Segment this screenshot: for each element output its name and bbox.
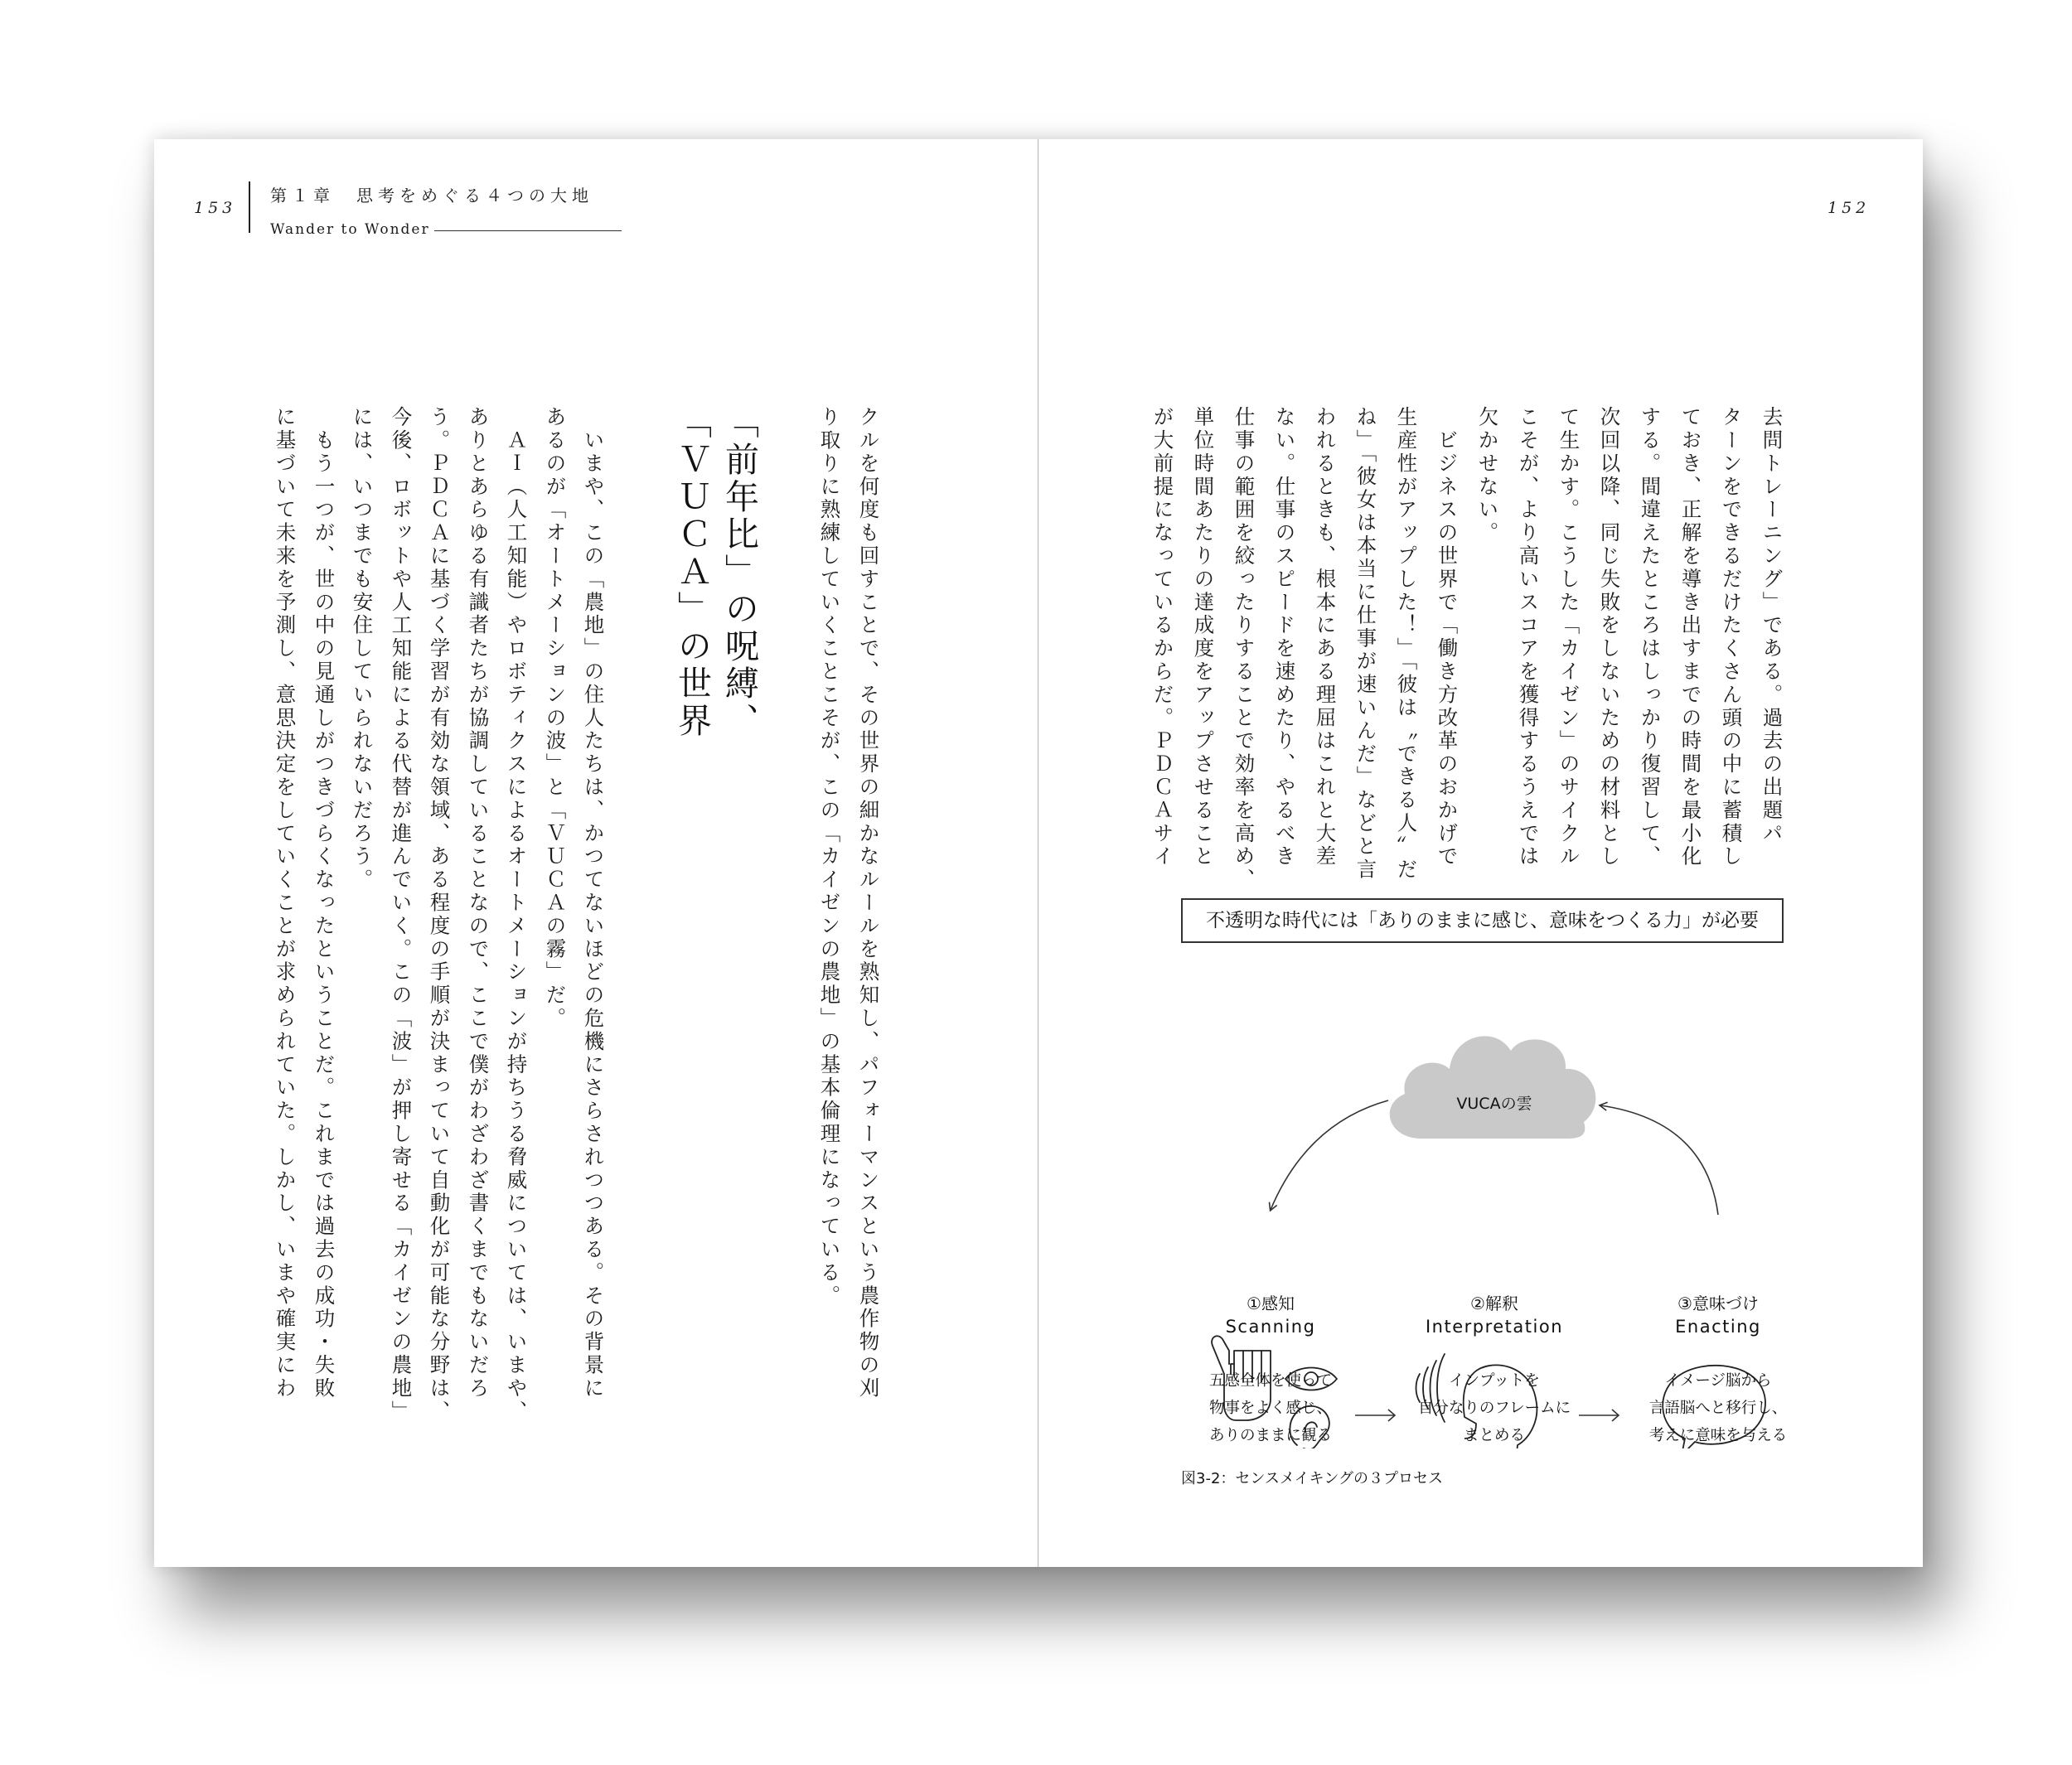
arrow-cloud-to-scanning: [1271, 1100, 1388, 1210]
step-english-scanning: Scanning: [1225, 1317, 1316, 1337]
book-spread: [154, 139, 1923, 1567]
subtitle-rule: [434, 230, 622, 231]
text-column: に基づいて未来を予測し、意思決定をしていくことが求められていた。しかし、いまや確実にわ: [273, 406, 298, 1400]
text-column: ない。仕事のスピードを速めたり、やるべき: [1272, 406, 1297, 868]
text-column: 仕事の範囲を絞ったりすることで効率を高め、: [1232, 406, 1256, 892]
step-english-interpretation: Interpretation: [1425, 1317, 1564, 1337]
step-description-line: 考えに意味を与える: [1648, 1427, 1788, 1444]
text-column: ありとあらゆる有識者たちが協調していることなので、ここで僕がわざわざ書くまでもないだろ: [466, 406, 491, 1400]
text-column: 今後、ロボットや人工知能による代替が進んでいく。この「波」が押し寄せる「カイゼンの農地」: [389, 406, 414, 1424]
figure-title: 不透明な時代には「ありのままに感じ、意味をつくる力」が必要: [1181, 898, 1784, 943]
step-label-scanning: ①感知: [1247, 1294, 1295, 1313]
left-page: [154, 139, 1038, 1567]
header-divider: [249, 181, 250, 233]
figure-caption: 図3-2：センスメイキングの３プロセス: [1181, 1470, 1443, 1487]
step-description-line: ありのままに観る: [1208, 1427, 1332, 1444]
text-column: 次回以降、同じ失敗をしないための材料とし: [1597, 406, 1622, 868]
step-label-interpretation: ②解釈: [1470, 1294, 1518, 1313]
step-description-line: インプットを: [1449, 1372, 1540, 1390]
section-heading: 「前年比」の呪縛、: [719, 404, 759, 740]
step-english-enacting: Enacting: [1675, 1317, 1761, 1337]
text-column: 去問トレーニング」である。過去の出題パ: [1760, 406, 1784, 846]
text-column: ておき、正解を導き出すまでの時間を最小化: [1678, 406, 1703, 868]
chapter-title: 第１章 思考をめぐる４つの大地: [270, 186, 593, 206]
text-column: ね」「彼女は本当に仕事が速いんだ」などと言: [1353, 406, 1378, 882]
text-column: いまや、この「農地」の住人たちは、かつてないほどの危機にさらされつつある。その背景に: [581, 406, 606, 1400]
text-column: クルを何度も回すことで、その世界の細かなルールを熟知し、パフォーマンスという農作物の刈: [856, 406, 881, 1400]
text-column: う。ＰＤＣＡに基づく学習が有効な領域、ある程度の手順が決まっていて自動化が可能な分野は、: [427, 406, 452, 1424]
text-column: われるときも、根本にある理屈はこれと大差: [1313, 406, 1338, 868]
step-description-line: 五感全体を使って: [1208, 1372, 1332, 1390]
text-column: て生かす。こうした「カイゼン」のサイクル: [1556, 406, 1581, 868]
text-column: ターンをできるだけたくさん頭の中に蓄積し: [1719, 406, 1744, 868]
step-description-line: 自分なりのフレームに: [1417, 1400, 1571, 1417]
text-column: 生産性がアップした！」「彼は〝できる人〟だ: [1394, 406, 1419, 882]
text-column: あるのが「オートメーションの波」と「ＶＵＣＡの霧」だ。: [543, 406, 568, 1031]
cloud-label: VUCAの雲: [1456, 1095, 1532, 1113]
page-number-left: 153: [194, 199, 237, 217]
text-column: する。間違えたところはしっかり復習して、: [1638, 406, 1663, 868]
right-page: [1038, 139, 1923, 1567]
text-column: 単位時間あたりの達成度をアップさせること: [1191, 406, 1216, 868]
step-description-line: イメージ脳から: [1664, 1372, 1772, 1390]
cloud-icon: [1390, 1036, 1596, 1139]
section-heading: 「ＶＵＣＡ」の世界: [672, 404, 712, 740]
text-column: が大前提になっているからだ。ＰＤＣＡサイ: [1150, 406, 1175, 868]
text-column: もう一つが、世の中の見通しがつきづらくなったということだ。これまでは過去の成功・失敗: [312, 406, 336, 1400]
text-column: ＡＩ（人工知能）やロボティクスによるオートメーションが持ちうる脅威については、いまや、: [504, 406, 529, 1424]
step-description-line: 言語脳へと移行し、: [1648, 1400, 1788, 1417]
step-label-enacting: ③意味づけ: [1677, 1294, 1759, 1313]
step-description-line: まとめる: [1463, 1427, 1525, 1444]
text-column: こそが、より高いスコアを獲得するうえでは: [1516, 406, 1541, 868]
text-column: には、いつまでも安住していられないだろう。: [350, 406, 375, 892]
text-column: り取りに熟練していくことこそが、この「カイゼンの農地」の基本倫理になっている。: [817, 406, 842, 1308]
step-description-line: 物事をよく感じ、: [1208, 1400, 1332, 1417]
text-column: ビジネスの世界で「働き方改革のおかげで: [1435, 406, 1460, 868]
page-number-right: 152: [1828, 199, 1871, 217]
arrow-enacting-to-cloud: [1600, 1105, 1718, 1215]
text-column: 欠かせない。: [1475, 406, 1500, 545]
running-subtitle: Wander to Wonder: [270, 221, 430, 238]
